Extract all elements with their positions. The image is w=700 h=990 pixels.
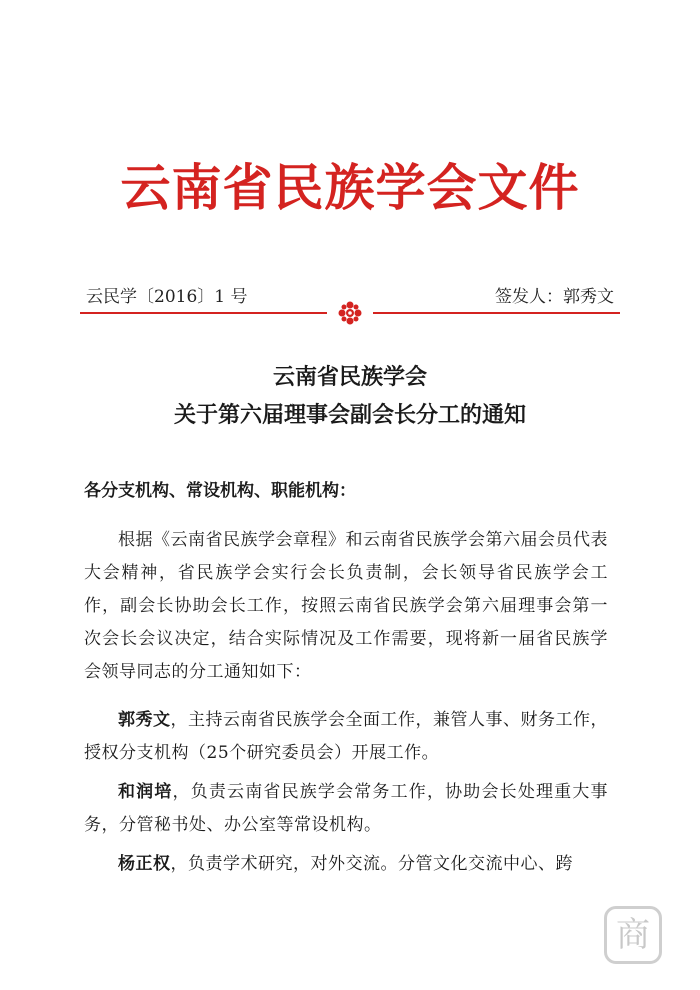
notice-title-line1: 云南省民族学会 <box>272 364 427 390</box>
notice-title-line2: 关于第六届理事会副会长分工的通知 <box>173 402 526 428</box>
paragraph-intro: 根据《云南省民族学会章程》和云南省民族学会第六届会员代表大会精神，省民族学会实行会长负责制，会长领导省民族学会工作，副会长协助会长工作，按照云南省民族学会第六届理事会第一次会长会议决定，结合实际情况及工作需要，现将新一届省民族学会领导同志的分工通知如下： <box>84 530 608 682</box>
red-divider <box>80 306 620 320</box>
assignment-text: ，主持云南省民族学会全面工作，兼管人事、财务工作，授权分支机构（25个研究委员会）开展工作。 <box>84 710 608 763</box>
assignment-text: ，负责云南省民族学会常务工作，协助会长处理重大事务，分管秘书处、办公室等常设机构。 <box>84 782 609 835</box>
paragraph-assignment-3 <box>84 848 608 881</box>
paragraph-assignment-2 <box>84 776 608 842</box>
watermark-stamp: 商 <box>604 906 662 964</box>
person-name: 郭秀文 <box>118 710 171 730</box>
divider-line-right <box>373 312 620 314</box>
ornament-icon <box>335 300 365 326</box>
divider-line-left <box>80 312 327 314</box>
document-issuer: 签发人：郭秀文 <box>495 287 614 307</box>
document-number: 云民学〔2016〕1 号 <box>86 287 248 307</box>
document-header-title: 云南省民族学会文件 <box>120 158 580 217</box>
assignment-text: ，负责学术研究，对外交流。分管文化交流中心、跨 <box>170 854 573 874</box>
person-name: 和润培 <box>118 782 173 802</box>
paragraph-assignment-1 <box>84 704 608 770</box>
salutation: 各分支机构、常设机构、职能机构： <box>84 481 356 501</box>
person-name: 杨正权 <box>118 854 171 874</box>
